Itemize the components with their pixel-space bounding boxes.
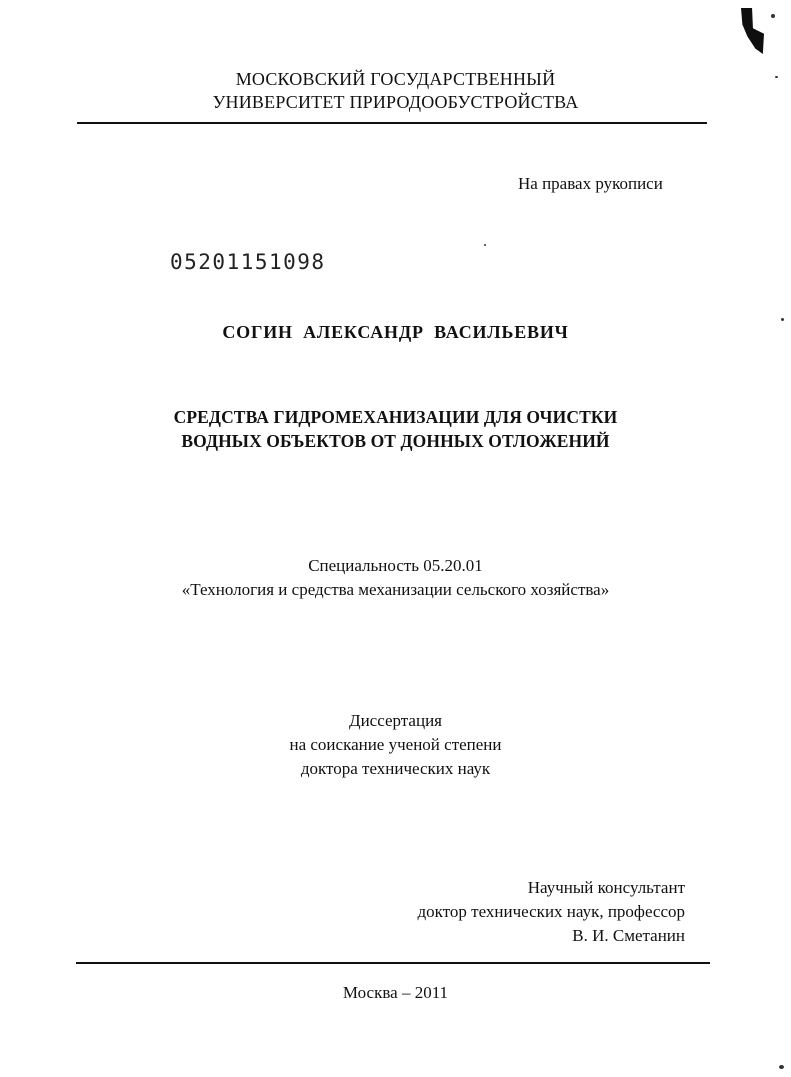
author-name: СОГИН АЛЕКСАНДР ВАСИЛЬЕВИЧ — [222, 322, 569, 342]
dissertation-degree — [0, 709, 791, 781]
specialty — [0, 554, 791, 602]
degree-line-1: Диссертация — [348, 711, 442, 730]
university-line-2: УНИВЕРСИТЕТ ПРИРОДООБУСТРОЙСТВА — [212, 92, 579, 112]
scientific-consultant — [418, 876, 685, 948]
city-year: Москва – 2011 — [342, 983, 449, 1002]
header-divider — [77, 122, 707, 124]
university-line-1: МОСКОВСКИЙ ГОСУДАРСТВЕННЫЙ — [235, 69, 556, 89]
title-line-2: ВОДНЫХ ОБЪЕКТОВ ОТ ДОННЫХ ОТЛОЖЕНИЙ — [181, 431, 610, 451]
dissertation-title — [0, 405, 791, 453]
consultant-name: В. И. Сметанин — [572, 926, 685, 945]
rights-note: На правах рукописи — [518, 174, 663, 193]
specialty-name: «Технология и средства механизации сельского хозяйства» — [181, 580, 610, 599]
scan-speck — [781, 318, 784, 321]
scan-mark — [741, 8, 764, 54]
scan-speck — [779, 1065, 784, 1069]
consultant-degree: доктор технических наук, профессор — [417, 902, 685, 921]
degree-line-3: доктора технических наук — [300, 759, 491, 778]
degree-line-2: на соискание ученой степени — [289, 735, 502, 754]
specialty-code: Специальность 05.20.01 — [308, 556, 483, 575]
scan-speck — [484, 244, 486, 246]
university-name — [0, 68, 791, 114]
title-line-1: СРЕДСТВА ГИДРОМЕХАНИЗАЦИИ ДЛЯ ОЧИСТКИ — [173, 407, 618, 427]
scan-speck — [771, 14, 775, 18]
archive-stamp-number: 05201151098 — [170, 250, 326, 274]
consultant-label: Научный консультант — [527, 878, 685, 897]
footer-divider — [76, 962, 710, 964]
